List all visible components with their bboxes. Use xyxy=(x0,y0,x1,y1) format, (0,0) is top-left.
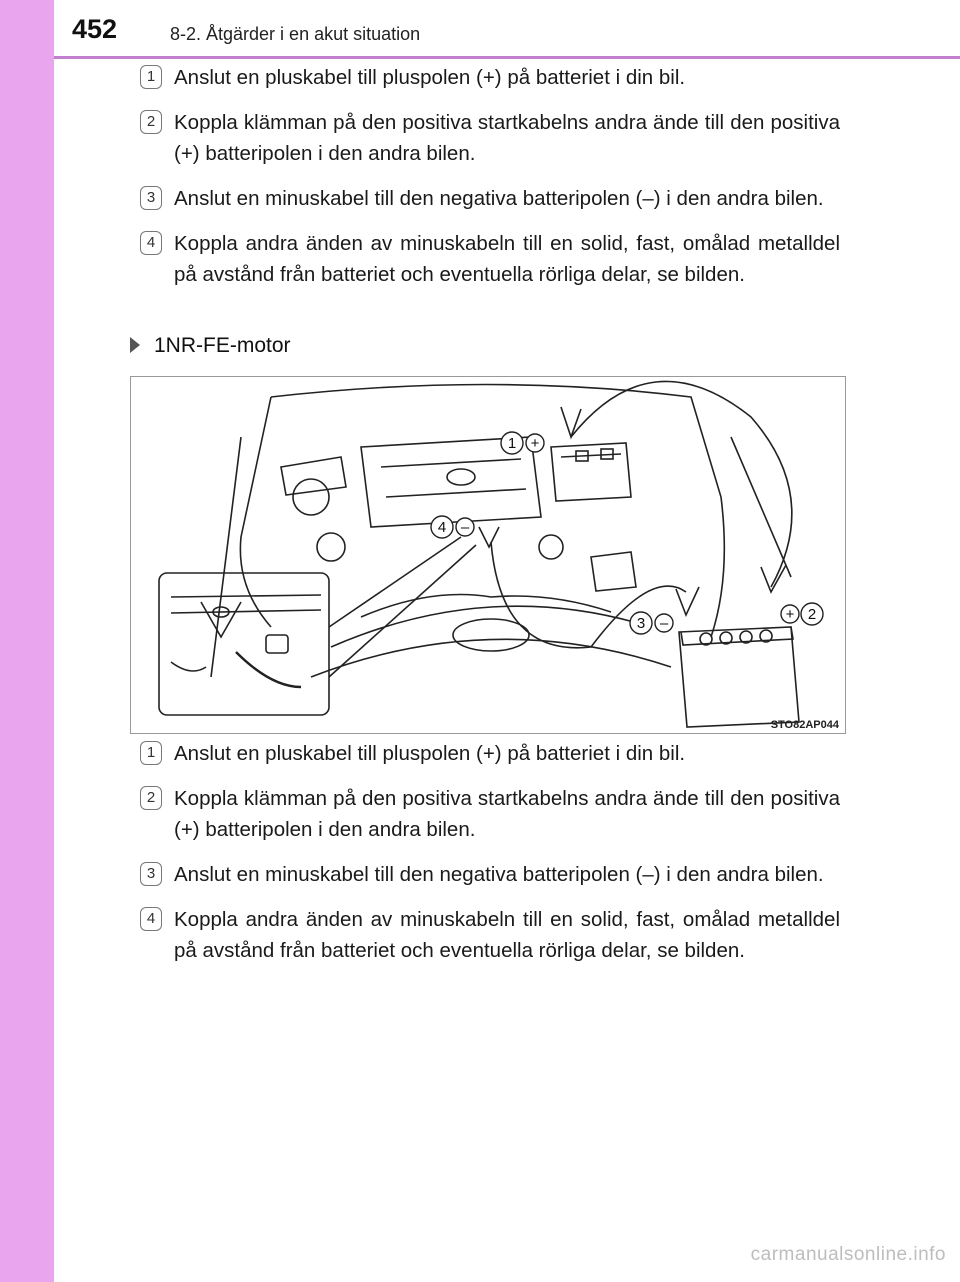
chapter-side-strip xyxy=(0,0,54,1282)
clamp-2 xyxy=(761,565,786,592)
jump-start-illustration xyxy=(130,376,846,734)
step-text: Anslut en minuskabel till den negativa batteripolen (–) i den andra bilen. xyxy=(174,187,824,210)
callout-3-symbol: – xyxy=(659,615,669,632)
step-item xyxy=(140,738,840,769)
step-text: Anslut en minuskabel till den negativa batteripolen (–) i den andra bilen. xyxy=(174,863,824,886)
step-number-badge: 1 xyxy=(140,65,162,89)
detail-inset xyxy=(159,573,329,715)
own-battery xyxy=(551,443,631,501)
step-text: Koppla klämman på den positiva startkabelns andra ände till den positiva (+) batteripolen i den andra bilen. xyxy=(174,787,840,841)
step-number-badge: 1 xyxy=(140,741,162,765)
step-number-badge: 3 xyxy=(140,186,162,210)
negative-cable xyxy=(491,542,686,648)
callout-1-symbol: + xyxy=(530,435,540,452)
step-text: Koppla andra änden av minuskabeln till en solid, fast, omålad metalldel på avstånd från batteriet och eventuella rörliga delar, se bilden. xyxy=(174,232,840,286)
callout-1-num: 1 xyxy=(507,435,517,452)
engine-bay-drawing xyxy=(131,377,846,734)
step-item xyxy=(140,228,840,290)
step-number-badge: 4 xyxy=(140,231,162,255)
step-item xyxy=(140,62,840,93)
callout-4-symbol: – xyxy=(460,519,470,536)
step-item xyxy=(140,859,840,890)
callout-2-symbol: + xyxy=(785,606,795,623)
callout-4-num: 4 xyxy=(437,519,447,536)
emblem xyxy=(453,619,529,651)
step-item xyxy=(140,904,840,966)
engine-label-text: 1NR-FE-motor xyxy=(154,334,291,357)
step-text: Koppla klämman på den positiva startkabelns andra ände till den positiva (+) batteripolen i den andra bilen. xyxy=(174,111,840,165)
positive-cable xyxy=(571,381,792,587)
step-item xyxy=(140,783,840,845)
figure-code: STO82AP044 xyxy=(770,719,839,731)
engine-section-heading xyxy=(130,334,291,358)
section-title: 8-2. Åtgärder i en akut situation xyxy=(170,24,421,44)
step-number-badge: 3 xyxy=(140,862,162,886)
step-text: Anslut en pluskabel till pluspolen (+) på batteriet i din bil. xyxy=(174,742,686,765)
step-text: Koppla andra änden av minuskabeln till en solid, fast, omålad metalldel på avstånd från batteriet och eventuella rörliga delar, se bilden. xyxy=(174,908,840,962)
callout-3-num: 3 xyxy=(636,615,646,632)
step-number-badge: 2 xyxy=(140,786,162,810)
step-number-badge: 4 xyxy=(140,907,162,931)
page-header xyxy=(54,0,960,59)
step-text: Anslut en pluskabel till pluspolen (+) på batteriet i din bil. xyxy=(174,66,686,89)
clamp-4 xyxy=(479,527,499,547)
callout-2-num: 2 xyxy=(807,606,817,623)
bullet-triangle-icon xyxy=(130,337,140,353)
step-item xyxy=(140,183,840,214)
clamp-1 xyxy=(561,407,581,437)
hood-outline xyxy=(271,385,724,638)
step-number-badge: 2 xyxy=(140,110,162,134)
bumper-line xyxy=(331,606,651,647)
clamp-3 xyxy=(676,587,699,615)
page-number: 452 xyxy=(72,14,118,44)
step-item xyxy=(140,107,840,169)
hood-outline-left xyxy=(240,397,271,627)
steps-list-top xyxy=(140,62,840,304)
steps-list-bottom xyxy=(140,738,840,980)
watermark: carmanualsonline.info xyxy=(750,1244,946,1265)
